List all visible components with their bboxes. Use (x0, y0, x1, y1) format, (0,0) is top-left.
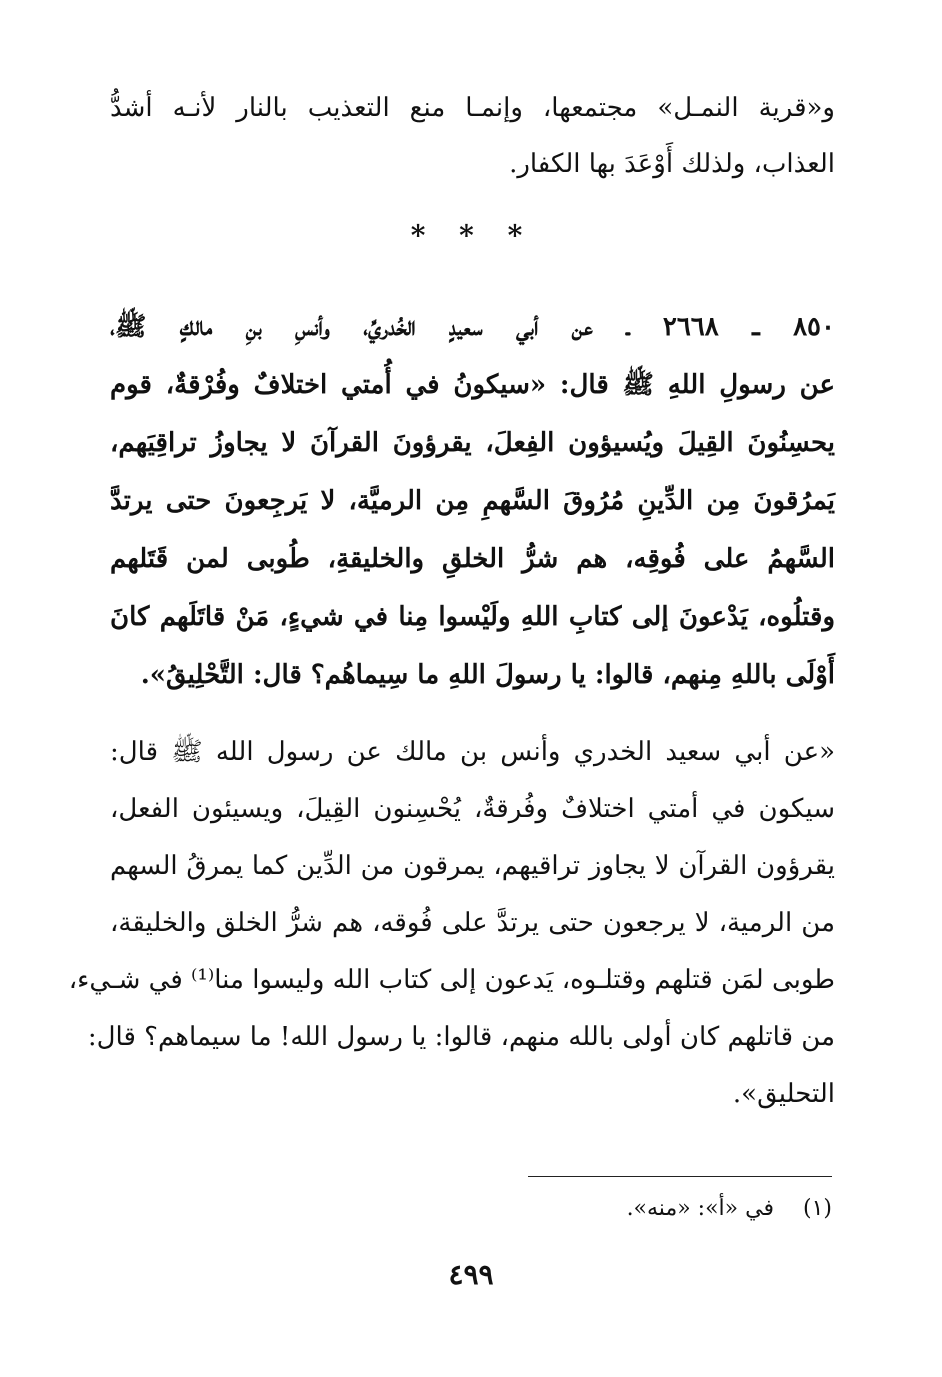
quote-line: من قاتلهم كان أولى بالله منهم، قالوا: يا رسول الله! ما سيماهم؟ قال: (87, 1022, 835, 1052)
footnote (627, 1196, 832, 1221)
hadith-line: وقتلُوه، يَدْعونَ إلى كتابِ اللهِ ولَيْسوا مِنا في شيءٍ، مَنْ قاتَلَهم كانَ (110, 602, 836, 632)
footnote-divider (528, 1176, 832, 1177)
hadith-line: السَّهمُ على فُوقِه، هم شرُّ الخلقِ والخليقةِ، طُوبى لمن قَتَلهم (110, 544, 835, 574)
page-number: ٤٩٩ (448, 1258, 494, 1291)
page-body (68, 80, 836, 1123)
quote-line: «عن أبي سعيد الخدري وأنس بن مالك عن رسول الله ﷺ قال: (110, 737, 835, 767)
quote-line: طوبى لمَن قتلهم وقتلـوه، يَدعون إلى كتاب الله وليسوا منا⁽¹⁾ في شـيء، (68, 965, 835, 995)
footnote-number: (١) (802, 1196, 832, 1221)
quote-line: يقرؤون القرآن لا يجاوز تراقيهم، يمرقون من الدِّين كما يمرقُ السهم (110, 851, 835, 881)
intro-paragraph (110, 80, 835, 192)
quote-line: من الرمية، لا يرجعون حتى يرتدَّ على فُوقه، هم شرُّ الخلق والخليقة، (110, 908, 835, 938)
intro-line: و«قرية النمـل» مجتمعها، وإنمـا منع التعذيب بالنار لأنـه أشدُّ (110, 93, 835, 123)
hadith-paragraph (110, 298, 835, 704)
hadith-line: عن رسولِ اللهِ ﷺ قال: «سيكونُ في أُمتي اختلافٌ وفُرْقةٌ، قوم (110, 370, 835, 400)
quote-line: التحليق». (732, 1079, 835, 1109)
footnote-text: في «أ»: «منه». (626, 1196, 774, 1221)
intro-line: العذاب، ولذلك أَوْعَدَ بها الكفار. (509, 149, 835, 179)
hadith-line: ٨٥٠ ـ ٢٦٦٨ ـ عن أبي سعيدٍ الخُدريِّ، وأنسِ بنِ مالكٍ ﷺ، (110, 312, 835, 342)
hadith-line: يحسِنُونَ القِيلَ ويُسيؤون الفِعلَ، يقرؤونَ القرآنَ لا يجاوزُ تراقِيَهم، (110, 428, 835, 458)
section-separator: * * * (410, 219, 535, 252)
quote-line: سيكون في أمتي اختلافٌ وفُرقةٌ، يُحْسِنون القِيلَ، ويسيئون الفعل، (110, 794, 835, 824)
hadith-line: أَوْلَى باللهِ مِنهم، قالوا: يا رسولَ اللهِ ما سِيماهُم؟ قال: التَّحْلِيقُ». (140, 660, 835, 690)
quote-paragraph (68, 724, 835, 1123)
hadith-line: يَمرُقونَ مِن الدِّينِ مُرُوقَ السَّهمِ مِن الرميَّة، لا يَرجِعونَ حتى يرتدَّ (110, 486, 835, 516)
